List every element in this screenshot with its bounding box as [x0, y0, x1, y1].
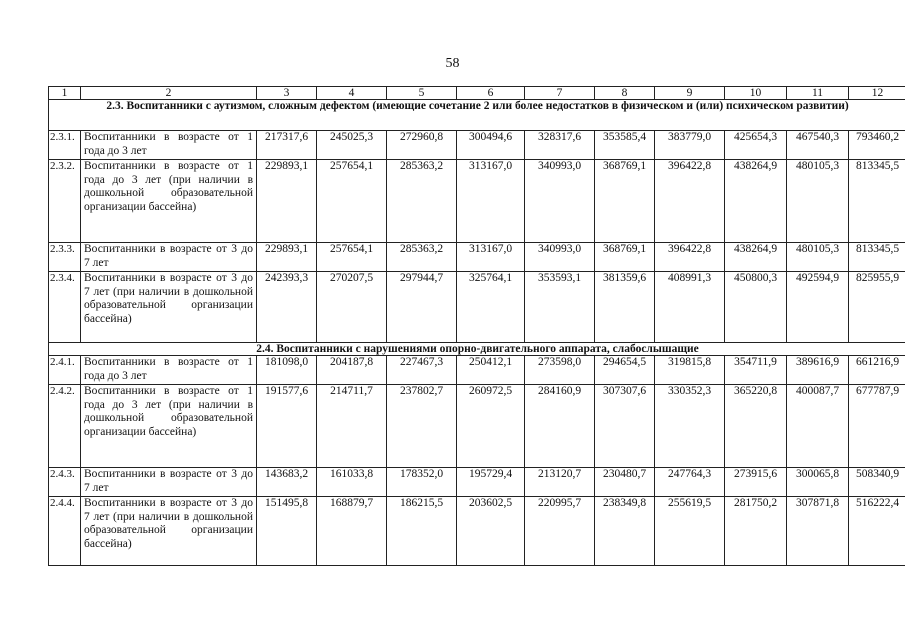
value-cell: 297944,7 — [387, 272, 457, 343]
value-cell: 425654,3 — [725, 131, 787, 160]
column-number: 9 — [655, 87, 725, 100]
column-number: 3 — [257, 87, 317, 100]
row-description: Воспитанники в возрасте от 3 до 7 лет — [81, 243, 257, 272]
value-cell: 383779,0 — [655, 131, 725, 160]
row-description: Воспитанники в возрасте от 3 до 7 лет (при наличии в дошкольной образовательной организации бассейна) — [81, 272, 257, 343]
value-cell: 250412,1 — [457, 356, 525, 385]
table-row — [49, 131, 905, 160]
column-number-row — [49, 87, 905, 100]
row-code: 2.4.2. — [49, 385, 81, 468]
value-cell: 242393,3 — [257, 272, 317, 343]
value-cell: 340993,0 — [525, 160, 595, 243]
value-cell: 793460,2 — [849, 131, 905, 160]
value-cell: 492594,9 — [787, 272, 849, 343]
row-code: 2.3.3. — [49, 243, 81, 272]
value-cell: 325764,1 — [457, 272, 525, 343]
value-cell: 229893,1 — [257, 160, 317, 243]
value-cell: 285363,2 — [387, 243, 457, 272]
column-number: 8 — [595, 87, 655, 100]
value-cell: 450800,3 — [725, 272, 787, 343]
value-cell: 438264,9 — [725, 160, 787, 243]
value-cell: 238349,8 — [595, 497, 655, 566]
value-cell: 307307,6 — [595, 385, 655, 468]
value-cell: 247764,3 — [655, 468, 725, 497]
value-cell: 353593,1 — [525, 272, 595, 343]
value-cell: 396422,8 — [655, 160, 725, 243]
value-cell: 227467,3 — [387, 356, 457, 385]
value-cell: 213120,7 — [525, 468, 595, 497]
value-cell: 230480,7 — [595, 468, 655, 497]
row-description: Воспитанники в возрасте от 3 до 7 лет (при наличии в дошкольной образовательной организации бассейна) — [81, 497, 257, 566]
column-number: 7 — [525, 87, 595, 100]
value-cell: 168879,7 — [317, 497, 387, 566]
section-title: 2.4. Воспитанники с нарушениями опорно-двигательного аппарата, слабослышащие — [49, 343, 905, 356]
column-number: 10 — [725, 87, 787, 100]
value-cell: 257654,1 — [317, 243, 387, 272]
value-cell: 181098,0 — [257, 356, 317, 385]
section-title: 2.3. Воспитанники с аутизмом, сложным дефектом (имеющие сочетание 2 или более недостатков в физическом и (или) психическом развитии) — [49, 100, 905, 131]
tariff-table — [48, 86, 905, 566]
table-row — [49, 468, 905, 497]
value-cell: 217317,6 — [257, 131, 317, 160]
value-cell: 273915,6 — [725, 468, 787, 497]
value-cell: 353585,4 — [595, 131, 655, 160]
row-code: 2.4.4. — [49, 497, 81, 566]
value-cell: 220995,7 — [525, 497, 595, 566]
value-cell: 161033,8 — [317, 468, 387, 497]
value-cell: 813345,5 — [849, 243, 905, 272]
value-cell: 300494,6 — [457, 131, 525, 160]
column-number: 12 — [849, 87, 905, 100]
row-code: 2.3.1. — [49, 131, 81, 160]
value-cell: 214711,7 — [317, 385, 387, 468]
value-cell: 365220,8 — [725, 385, 787, 468]
table-row — [49, 497, 905, 566]
column-number: 2 — [81, 87, 257, 100]
column-number: 6 — [457, 87, 525, 100]
row-description: Воспитанники в возрасте от 1 года до 3 лет — [81, 356, 257, 385]
value-cell: 151495,8 — [257, 497, 317, 566]
value-cell: 381359,6 — [595, 272, 655, 343]
value-cell: 400087,7 — [787, 385, 849, 468]
value-cell: 813345,5 — [849, 160, 905, 243]
row-description: Воспитанники в возрасте от 1 года до 3 лет (при наличии в дошкольной образовательной организации бассейна) — [81, 385, 257, 468]
column-number: 4 — [317, 87, 387, 100]
value-cell: 273598,0 — [525, 356, 595, 385]
value-cell: 245025,3 — [317, 131, 387, 160]
page-number: 58 — [445, 56, 460, 71]
row-code: 2.4.3. — [49, 468, 81, 497]
value-cell: 313167,0 — [457, 243, 525, 272]
value-cell: 143683,2 — [257, 468, 317, 497]
row-description: Воспитанники в возрасте от 1 года до 3 лет (при наличии в дошкольной образовательной организации бассейна) — [81, 160, 257, 243]
section-header-row — [49, 343, 905, 356]
value-cell: 368769,1 — [595, 160, 655, 243]
value-cell: 677787,9 — [849, 385, 905, 468]
value-cell: 294654,5 — [595, 356, 655, 385]
value-cell: 354711,9 — [725, 356, 787, 385]
value-cell: 508340,9 — [849, 468, 905, 497]
row-code: 2.3.4. — [49, 272, 81, 343]
value-cell: 467540,3 — [787, 131, 849, 160]
value-cell: 260972,5 — [457, 385, 525, 468]
value-cell: 368769,1 — [595, 243, 655, 272]
value-cell: 195729,4 — [457, 468, 525, 497]
value-cell: 480105,3 — [787, 160, 849, 243]
value-cell: 272960,8 — [387, 131, 457, 160]
value-cell: 284160,9 — [525, 385, 595, 468]
section-header-row — [49, 100, 905, 131]
table-row — [49, 272, 905, 343]
value-cell: 330352,3 — [655, 385, 725, 468]
value-cell: 300065,8 — [787, 468, 849, 497]
value-cell: 307871,8 — [787, 497, 849, 566]
row-description: Воспитанники в возрасте от 1 года до 3 лет — [81, 131, 257, 160]
value-cell: 328317,6 — [525, 131, 595, 160]
value-cell: 203602,5 — [457, 497, 525, 566]
value-cell: 389616,9 — [787, 356, 849, 385]
value-cell: 270207,5 — [317, 272, 387, 343]
value-cell: 191577,6 — [257, 385, 317, 468]
column-number: 11 — [787, 87, 849, 100]
value-cell: 825955,9 — [849, 272, 905, 343]
table-row — [49, 243, 905, 272]
value-cell: 480105,3 — [787, 243, 849, 272]
value-cell: 229893,1 — [257, 243, 317, 272]
value-cell: 319815,8 — [655, 356, 725, 385]
value-cell: 186215,5 — [387, 497, 457, 566]
column-number: 1 — [49, 87, 81, 100]
value-cell: 255619,5 — [655, 497, 725, 566]
value-cell: 178352,0 — [387, 468, 457, 497]
value-cell: 257654,1 — [317, 160, 387, 243]
table-row — [49, 356, 905, 385]
value-cell: 408991,3 — [655, 272, 725, 343]
value-cell: 438264,9 — [725, 243, 787, 272]
row-code: 2.4.1. — [49, 356, 81, 385]
row-description: Воспитанники в возрасте от 3 до 7 лет — [81, 468, 257, 497]
value-cell: 516222,4 — [849, 497, 905, 566]
value-cell: 281750,2 — [725, 497, 787, 566]
value-cell: 340993,0 — [525, 243, 595, 272]
value-cell: 396422,8 — [655, 243, 725, 272]
value-cell: 661216,9 — [849, 356, 905, 385]
value-cell: 285363,2 — [387, 160, 457, 243]
column-number: 5 — [387, 87, 457, 100]
table-row — [49, 385, 905, 468]
value-cell: 204187,8 — [317, 356, 387, 385]
row-code: 2.3.2. — [49, 160, 81, 243]
value-cell: 237802,7 — [387, 385, 457, 468]
value-cell: 313167,0 — [457, 160, 525, 243]
table-row — [49, 160, 905, 243]
